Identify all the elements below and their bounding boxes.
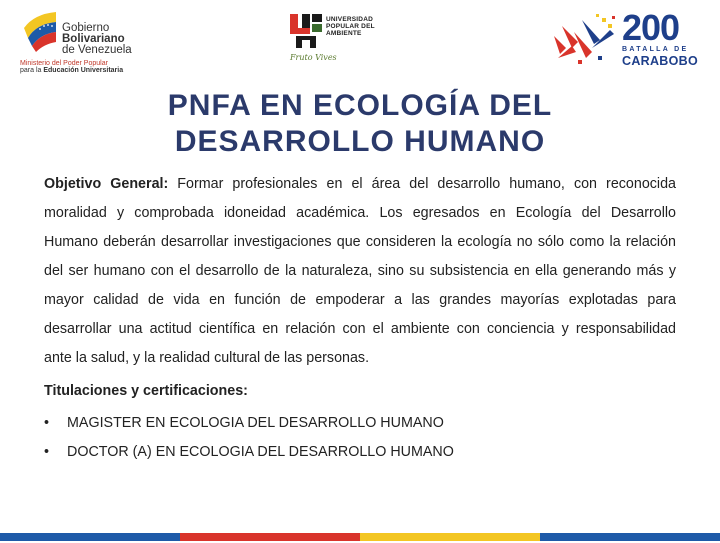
titulation-text: DOCTOR (A) EN ECOLOGIA DEL DESARROLLO HUMANO bbox=[67, 444, 454, 460]
bicentenario-graphic-icon bbox=[552, 12, 622, 66]
objective-line: mayor calidad de vida en función de empoderar a las grandes mayorías explotadas para bbox=[44, 292, 676, 308]
list-item bbox=[44, 438, 684, 467]
stripe-segment bbox=[0, 533, 180, 541]
ministry-line1: Ministerio del Poder Popular bbox=[20, 60, 108, 67]
title-line1: PNFA EN ECOLOGÍA DEL bbox=[167, 89, 553, 122]
objective-line: Humano deberán desarrollar investigaciones que consideren la ecología no sólo como la relación bbox=[44, 234, 676, 250]
objective-label: Objetivo General: bbox=[44, 176, 169, 192]
bicentenario-line1: BATALLA DE bbox=[622, 46, 689, 53]
objective-paragraph bbox=[44, 170, 676, 373]
header bbox=[0, 0, 720, 80]
gov-line2: Bolivariano bbox=[62, 33, 125, 45]
upa-name: UNIVERSIDAD POPULAR DEL AMBIENTE bbox=[326, 16, 375, 37]
objective-line: moralidad y comprobada idoneidad académica. Los egresados en Ecología del Desarrollo bbox=[44, 205, 676, 221]
upa-logo bbox=[286, 12, 386, 68]
stripe-segment bbox=[360, 533, 540, 541]
gobierno-bolivariano-logo bbox=[18, 6, 148, 72]
list-item bbox=[44, 409, 684, 438]
title-line2: DESARROLLO HUMANO bbox=[174, 125, 546, 158]
bullet-icon: • bbox=[44, 415, 50, 431]
page-title bbox=[0, 88, 720, 160]
upa-mark-icon bbox=[288, 12, 324, 50]
titulation-text: MAGISTER EN ECOLOGIA DEL DESARROLLO HUMANO bbox=[67, 415, 444, 431]
bicentenario-carabobo-logo bbox=[552, 7, 702, 68]
titulations-list bbox=[44, 409, 684, 467]
objective-line: ante la salud, y la realidad cultural de las personas. bbox=[44, 350, 370, 366]
ministry-line2: para la Educación Universitaria bbox=[20, 67, 124, 74]
gov-line1: Gobierno bbox=[62, 22, 110, 34]
bicentenario-number: 200 bbox=[622, 7, 680, 48]
stripe-segment bbox=[180, 533, 360, 541]
stripe-segment bbox=[540, 533, 720, 541]
bicentenario-line2: CARABOBO bbox=[622, 54, 699, 68]
objective-line: desarrollar una actitud científica en relación con el ambiente con conciencia y responsabilidad bbox=[44, 321, 676, 337]
bullet-icon: • bbox=[44, 444, 50, 460]
gov-line3: de Venezuela bbox=[62, 44, 132, 56]
upa-signature: Fruto Vives bbox=[290, 53, 337, 62]
titulations-heading: Titulaciones y certificaciones: bbox=[44, 383, 248, 399]
objective-line: Objetivo General: Formar profesionales en el área del desarrollo humano, con reconocida bbox=[44, 176, 676, 192]
venezuela-flag-icon bbox=[20, 8, 60, 52]
footer-color-stripe bbox=[0, 533, 720, 541]
objective-line: del ser humano con el desarrollo de la naturaleza, sino su subsistencia en ella generando más y bbox=[44, 263, 676, 279]
